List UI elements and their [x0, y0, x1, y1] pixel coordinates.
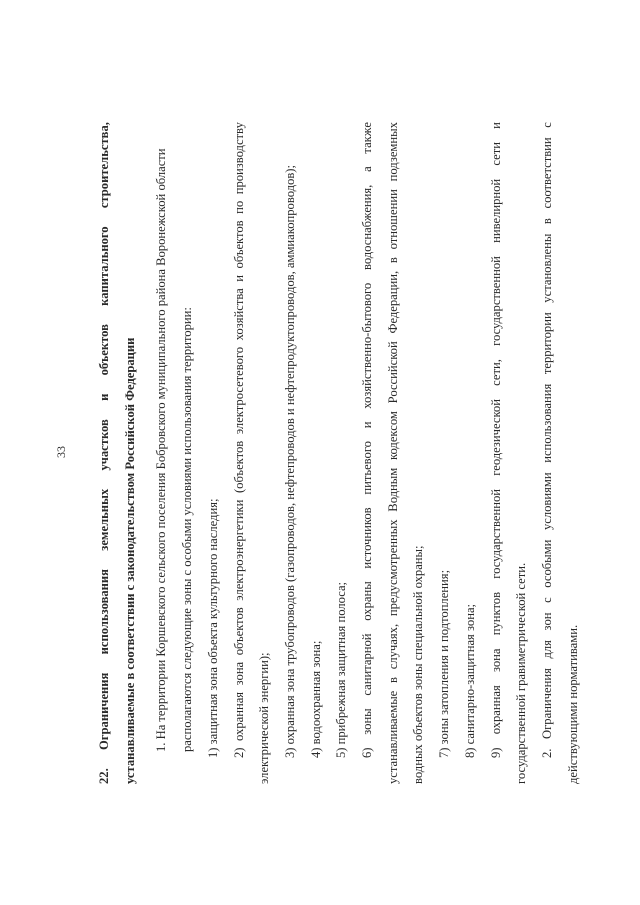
word: питьевого	[360, 441, 375, 495]
word: и	[360, 421, 375, 429]
word: Федерации,	[385, 270, 400, 334]
word: и	[231, 275, 246, 282]
word: пунктов	[488, 591, 503, 636]
document-body	[92, 122, 586, 784]
list-item-8: 8) санитарно-защитная зона;	[462, 603, 477, 758]
word: хозяйства	[231, 288, 246, 341]
word: устанавливаемые	[385, 690, 400, 784]
word: а	[360, 166, 375, 172]
list-item-3: 3) охранная зона трубопроводов (газопроводов, нефтепроводов и нефтепродуктопроводов, аммиакопроводов);	[282, 165, 297, 758]
paragraph-2-line-2: действующими нормативами.	[565, 624, 580, 784]
word: сети	[488, 142, 503, 166]
list-item-6-line-2	[381, 122, 407, 784]
word: зоны	[360, 708, 375, 735]
word: 9)	[488, 747, 503, 758]
word: для	[539, 640, 554, 659]
word: участков	[97, 419, 111, 471]
word: территории	[539, 312, 554, 375]
word: электросетевого	[231, 346, 246, 435]
word: санитарной	[360, 633, 375, 696]
word: (объектов	[231, 440, 246, 494]
heading-line-2: устанавливаемые в соответствии с законодательством Российской Федерации	[122, 337, 137, 784]
word: охраны	[360, 581, 375, 621]
word: производству	[231, 122, 246, 195]
word: 22.	[97, 768, 111, 784]
list-item-6-line-3: водных объектов зоны специальной охраны;	[411, 545, 426, 784]
paragraph-1-line-1: 1. На территории Коршевского сельского поселения Бобровского муниципального района Воронежской области	[154, 148, 169, 752]
word: земельных	[97, 488, 111, 551]
word: особыми	[539, 539, 554, 588]
word: 2)	[231, 747, 246, 758]
word: зона	[231, 661, 246, 686]
word: соответствии	[539, 137, 554, 209]
word: государственной	[488, 256, 503, 346]
rotated-page	[50, 52, 590, 852]
word: с	[539, 122, 554, 128]
word: Водным	[385, 467, 400, 512]
word: капитального	[97, 226, 111, 306]
list-item-1: 1) защитная зона объекта культурного наследия;	[205, 498, 220, 758]
list-item-6-line-1	[355, 122, 381, 784]
word: кодексом	[385, 411, 400, 460]
word: строительства,	[97, 122, 111, 209]
word: государственной	[488, 488, 503, 579]
word: условиями	[539, 472, 554, 531]
page-number: 33	[54, 446, 68, 458]
word: нивелирной	[488, 178, 503, 243]
word: объектов	[231, 607, 246, 656]
word: 6)	[360, 747, 375, 758]
word: с	[539, 597, 554, 603]
word: охранная	[231, 691, 246, 741]
word: охранная	[488, 685, 503, 735]
heading-line-1	[92, 122, 118, 784]
list-item-9-line-2: государственной гравиметрической сети.	[514, 562, 529, 784]
word: электроэнергетики	[231, 499, 246, 601]
word: 2.	[539, 748, 554, 758]
word: объектов	[231, 220, 246, 269]
paragraph-1	[149, 122, 200, 784]
word: Российской	[385, 341, 400, 404]
word: зона	[488, 648, 503, 673]
word: геодезической	[488, 399, 503, 476]
word: по	[231, 200, 246, 214]
list-item-2-line-1	[227, 122, 253, 784]
word: объектов	[97, 324, 111, 376]
paragraph-2-line-1	[535, 122, 561, 784]
word: в	[385, 257, 400, 264]
word: источников	[360, 507, 375, 569]
word: и	[488, 122, 503, 129]
word: подземных	[385, 122, 400, 182]
word: предусмотренных	[385, 519, 400, 617]
list-item-7: 7) зоны затопления и подтопления;	[437, 569, 452, 758]
word: Ограничения	[97, 672, 111, 750]
section-heading	[92, 122, 143, 784]
word: хозяйственно-бытового	[360, 282, 375, 409]
word: сети,	[488, 359, 503, 386]
list-item-2-line-2: электрической энергии);	[257, 652, 272, 784]
word: использования	[97, 569, 111, 655]
word: отношении	[385, 189, 400, 250]
word: в	[385, 677, 400, 683]
word: зон	[539, 612, 554, 631]
word: и	[97, 393, 111, 401]
word: Ограничения	[539, 668, 554, 739]
word: в	[539, 218, 554, 225]
list-item-9-line-1	[484, 122, 510, 784]
paragraph-1-line-2: располагаются следующие зоны с особыми условиями использования территории:	[180, 307, 195, 752]
word: случаях,	[385, 623, 400, 670]
list-item-4: 4) водоохранная зона;	[308, 640, 323, 758]
word: водоснабжения,	[360, 184, 375, 271]
word: использования	[539, 383, 554, 463]
word: установлены	[539, 233, 554, 303]
list-item-5: 5) прибрежная защитная полоса;	[334, 581, 349, 758]
word: также	[360, 122, 375, 154]
